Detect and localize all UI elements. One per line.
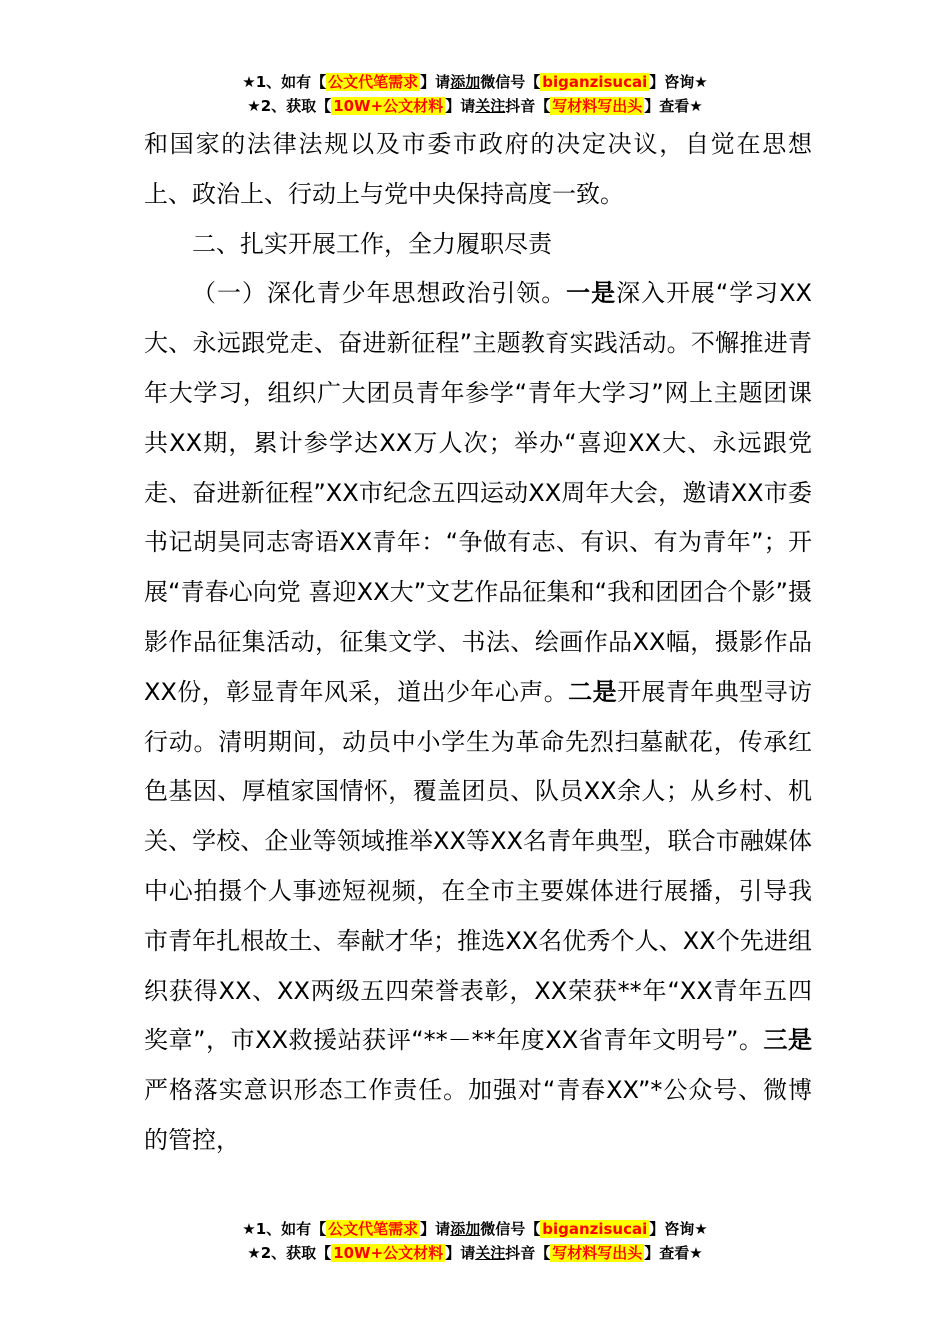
footer-banner: [0, 1217, 950, 1265]
banner-text: 抖音【: [505, 1244, 551, 1262]
banner-line-2: [0, 1241, 950, 1265]
banner-line-1: [0, 70, 950, 94]
banner-text: ★2、获取【: [247, 1244, 332, 1262]
banner-text: ★2、获取【: [247, 97, 332, 115]
banner-text: 】查看★: [644, 1244, 703, 1262]
paragraph-text: （一）深化青少年思想政治引领。: [192, 279, 567, 308]
banner-underlined: 关注: [475, 97, 506, 115]
banner-text: 】咨询★: [649, 73, 708, 91]
section-heading: 二、扎实开展工作，全力履职尽责: [192, 229, 552, 258]
bold-marker: 三是: [763, 1026, 812, 1055]
banner-text: ★1、如有【: [242, 73, 327, 91]
banner-underlined: 关注: [475, 1244, 506, 1262]
paragraph-text: 严格落实意识形态工作责任。加强对“青春XX”*公众号、微博的管控，: [144, 1076, 812, 1154]
bold-marker: 二是: [568, 677, 618, 706]
banner-highlight: biganzisucai: [542, 73, 648, 91]
banner-line-2: [0, 94, 950, 118]
paragraph-text: 深入开展“学习XX大、永远跟党走、奋进新征程”主题教育实践活动。不懈推进青年大学习，组织广大团员青年参学“青年大学习”网上主题团课共XX期，累计参学达XX万人次；举办“喜迎XX大、永远跟党走、奋进新征程”XX市纪念五四运动XX周年大会，邀请XX市委书记胡昊同志寄语XX青年：“争做有志、有识、有为青年”；开展“青春心向党 喜迎XX大”文艺作品征集和“我和团团合个影”摄影作品征集活动，征集文学、书法、绘画作品XX幅，摄影作品XX份，彰显青年风采，道出少年心声。: [144, 279, 812, 706]
banner-text: 微信号【: [480, 73, 541, 91]
banner-highlight: 写材料写出头: [552, 1244, 643, 1262]
banner-text: 】请: [420, 1220, 451, 1238]
banner-text: 微信号【: [480, 1220, 541, 1238]
bold-marker: 一是: [566, 279, 617, 308]
banner-highlight: 10W+公文材料: [333, 1244, 444, 1262]
banner-underlined: 添加: [450, 1220, 481, 1238]
banner-text: 】咨询★: [649, 1220, 708, 1238]
banner-text: 抖音【: [505, 97, 551, 115]
banner-text: 】请: [445, 97, 476, 115]
paragraph-continuation: 和国家的法律法规以及市委市政府的决定决议，自觉在思想上、政治上、行动上与党中央保持高度一致。: [144, 130, 812, 208]
banner-highlight: 10W+公文材料: [333, 97, 444, 115]
banner-line-1: [0, 1217, 950, 1241]
header-banner: [0, 70, 950, 118]
banner-text: 】请: [420, 73, 451, 91]
banner-text: 】请: [445, 1244, 476, 1262]
paragraph-text: 开展青年典型寻访行动。清明期间，动员中小学生为革命先烈扫墓献花，传承红色基因、厚植家国情怀，覆盖团员、队员XX余人；从乡村、机关、学校、企业等领域推举XX等XX名青年典型，联合市融媒体中心拍摄个人事迹短视频，在全市主要媒体进行展播，引导我市青年扎根故土、奉献才华；推选XX名优秀个人、XX个先进组织获得XX、XX两级五四荣誉表彰，XX荣获**年“XX青年五四奖章”，市XX救援站获评“**－**年度XX省青年文明号”。: [144, 677, 813, 1055]
banner-underlined: 添加: [450, 73, 481, 91]
banner-text: ★1、如有【: [242, 1220, 327, 1238]
paragraph-youth-guidance: [144, 269, 812, 1165]
banner-highlight: 写材料写出头: [552, 97, 643, 115]
banner-highlight: 公文代笔需求: [328, 73, 419, 91]
banner-highlight: 公文代笔需求: [328, 1220, 419, 1238]
banner-highlight: biganzisucai: [542, 1220, 648, 1238]
banner-text: 】查看★: [644, 97, 703, 115]
document-body: [144, 120, 812, 1166]
